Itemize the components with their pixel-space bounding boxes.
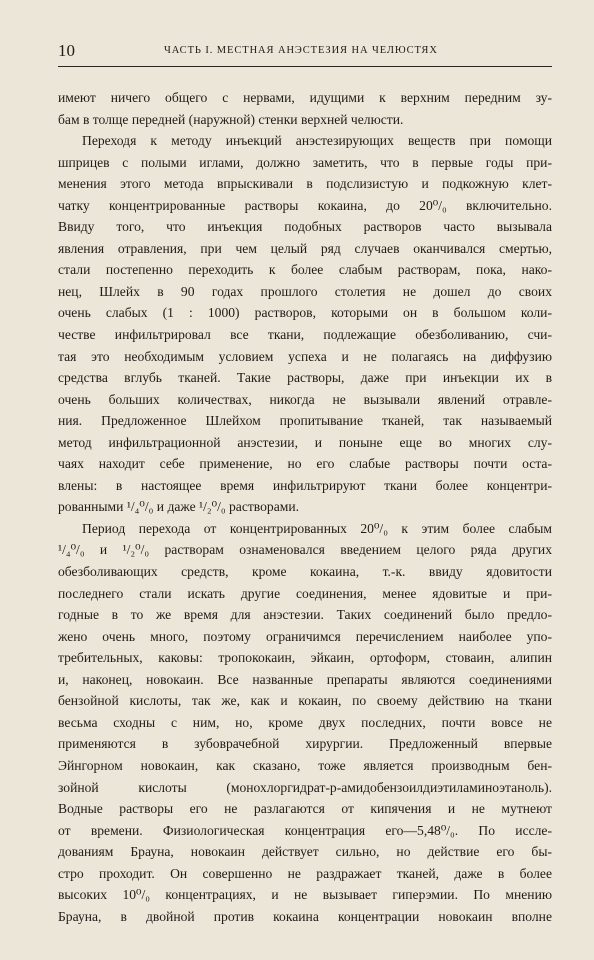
text-line: шприцев с полыми иглами, должно заметить, что в первые годы при- bbox=[58, 154, 552, 170]
text-line: очень больших количествах, никогда не вызывали явлений отравле- bbox=[58, 391, 552, 407]
text-line: очень слабых (1 : 1000) растворов, которыми он в большом коли- bbox=[58, 305, 552, 321]
text-line: Водные растворы его не разлагаются от кипячения и не мутнеют bbox=[58, 801, 552, 817]
running-head: ЧАСТЬ I. МЕСТНАЯ АНЭСТЕЗИЯ НА ЧЕЛЮСТЯХ bbox=[164, 45, 438, 56]
text-line: тая это необходимым условием успеха и не полагаясь на диффузию bbox=[58, 348, 552, 364]
text-line: Ввиду того, что инъекция подобных растворов часто вызывала bbox=[58, 219, 552, 235]
text-line: применяются в зубоврачебной хирургии. Предложенный впервые bbox=[58, 736, 552, 752]
text-line: от времени. Физиологическая концентрация его—5,48⁰/₀. По иссле- bbox=[58, 822, 552, 838]
text-line: Эйнгорном новокаин, как сказано, тоже является производным бен- bbox=[58, 757, 552, 773]
text-line: явления отравления, при чем целый ряд случаев оканчивался смертью, bbox=[58, 240, 552, 256]
text-line: зойной кислоты (монохлоргидрат-р-амидобензоилдиэтиламиноэтаноль). bbox=[58, 779, 552, 795]
text-line: весьма сходны с ним, но, кроме двух последних, почти вовсе не bbox=[58, 714, 552, 730]
text-line: нец, Шлейх в 90 годах прошлого столетия не дошел до своих bbox=[58, 283, 552, 299]
text-line: метод инфильтрационной анэстезии, и поныне еще во многих слу- bbox=[58, 434, 552, 450]
text-line: обезболивающих средств, кроме кокаина, т.-к. ввиду ядовитости bbox=[58, 564, 552, 580]
text-line: требительных, каковы: тропококаин, эйкаин, ортоформ, стоваин, алипин bbox=[58, 650, 552, 666]
paragraph-start-line: Переходя к методу инъекций анэстезирующих веществ при помощи bbox=[82, 133, 552, 149]
text-line: чатку концентрированные растворы кокаина, до 20⁰/₀ включительно. bbox=[58, 197, 552, 213]
text-line: чаях находит себе применение, но его слабые растворы почти оста- bbox=[58, 456, 552, 472]
paragraph-start-line: Период перехода от концентрированных 20⁰/₀ к этим более слабым bbox=[82, 520, 552, 536]
text-line: высоких 10⁰/₀ концентрациях, и не вызывает гиперэмии. По мнению bbox=[58, 887, 552, 903]
text-line: средства вглубь тканей. Такие растворы, даже при инъекции их в bbox=[58, 370, 552, 386]
page-number: 10 bbox=[58, 41, 75, 60]
text-line: жено очень много, поэтому ограничимся перечислением наиболее упо- bbox=[58, 628, 552, 644]
text-line: менения этого метода впрыскивали в подслизистую и подкожную клет- bbox=[58, 176, 552, 192]
text-line: бензойной кислоты, так же, как и кокаин, по своему действию на ткани bbox=[58, 693, 552, 709]
text-line: Брауна, в двойной против кокаина концентрации новокаин вполне bbox=[58, 908, 552, 924]
text-line: последнего стали искать другие соединения, менее ядовитые и при- bbox=[58, 585, 552, 601]
text-line: стали постепенно переходить к более слабым растворам, пока, нако- bbox=[58, 262, 552, 278]
page-header bbox=[58, 40, 552, 67]
text-line: ния. Предложенное Шлейхом пропитывание тканей, так называемый bbox=[58, 413, 552, 429]
text-line: честве инфильтрировал все ткани, подлежащие обезболиванию, счи- bbox=[58, 327, 552, 343]
text-line: и, наконец, новокаин. Все названные препараты являются соединениями bbox=[58, 671, 552, 687]
text-line: влены: в настоящее время инфильтрируют ткани более концентри- bbox=[58, 477, 552, 493]
text-line: дованиям Брауна, новокаин действует сильно, но действие его бы- bbox=[58, 844, 552, 860]
body-text bbox=[58, 87, 552, 927]
text-line: ¹/₄⁰/₀ и ¹/₂⁰/₀ растворам ознаменовался введением целого ряда других bbox=[58, 542, 552, 558]
text-line: рованными ¹/₄⁰/₀ и даже ¹/₂⁰/₀ растворами. bbox=[58, 499, 300, 515]
text-line: годные в то же время для анэстезии. Таких соединений было предло- bbox=[58, 607, 552, 623]
text-line: имеют ничего общего с нервами, идущими к верхним передним зу- bbox=[58, 90, 552, 105]
text-line: бам в толще передней (наружной) стенки верхней челюсти. bbox=[58, 111, 404, 127]
text-line: стро проходит. Он совершенно не раздражает тканей, даже в более bbox=[58, 865, 552, 881]
